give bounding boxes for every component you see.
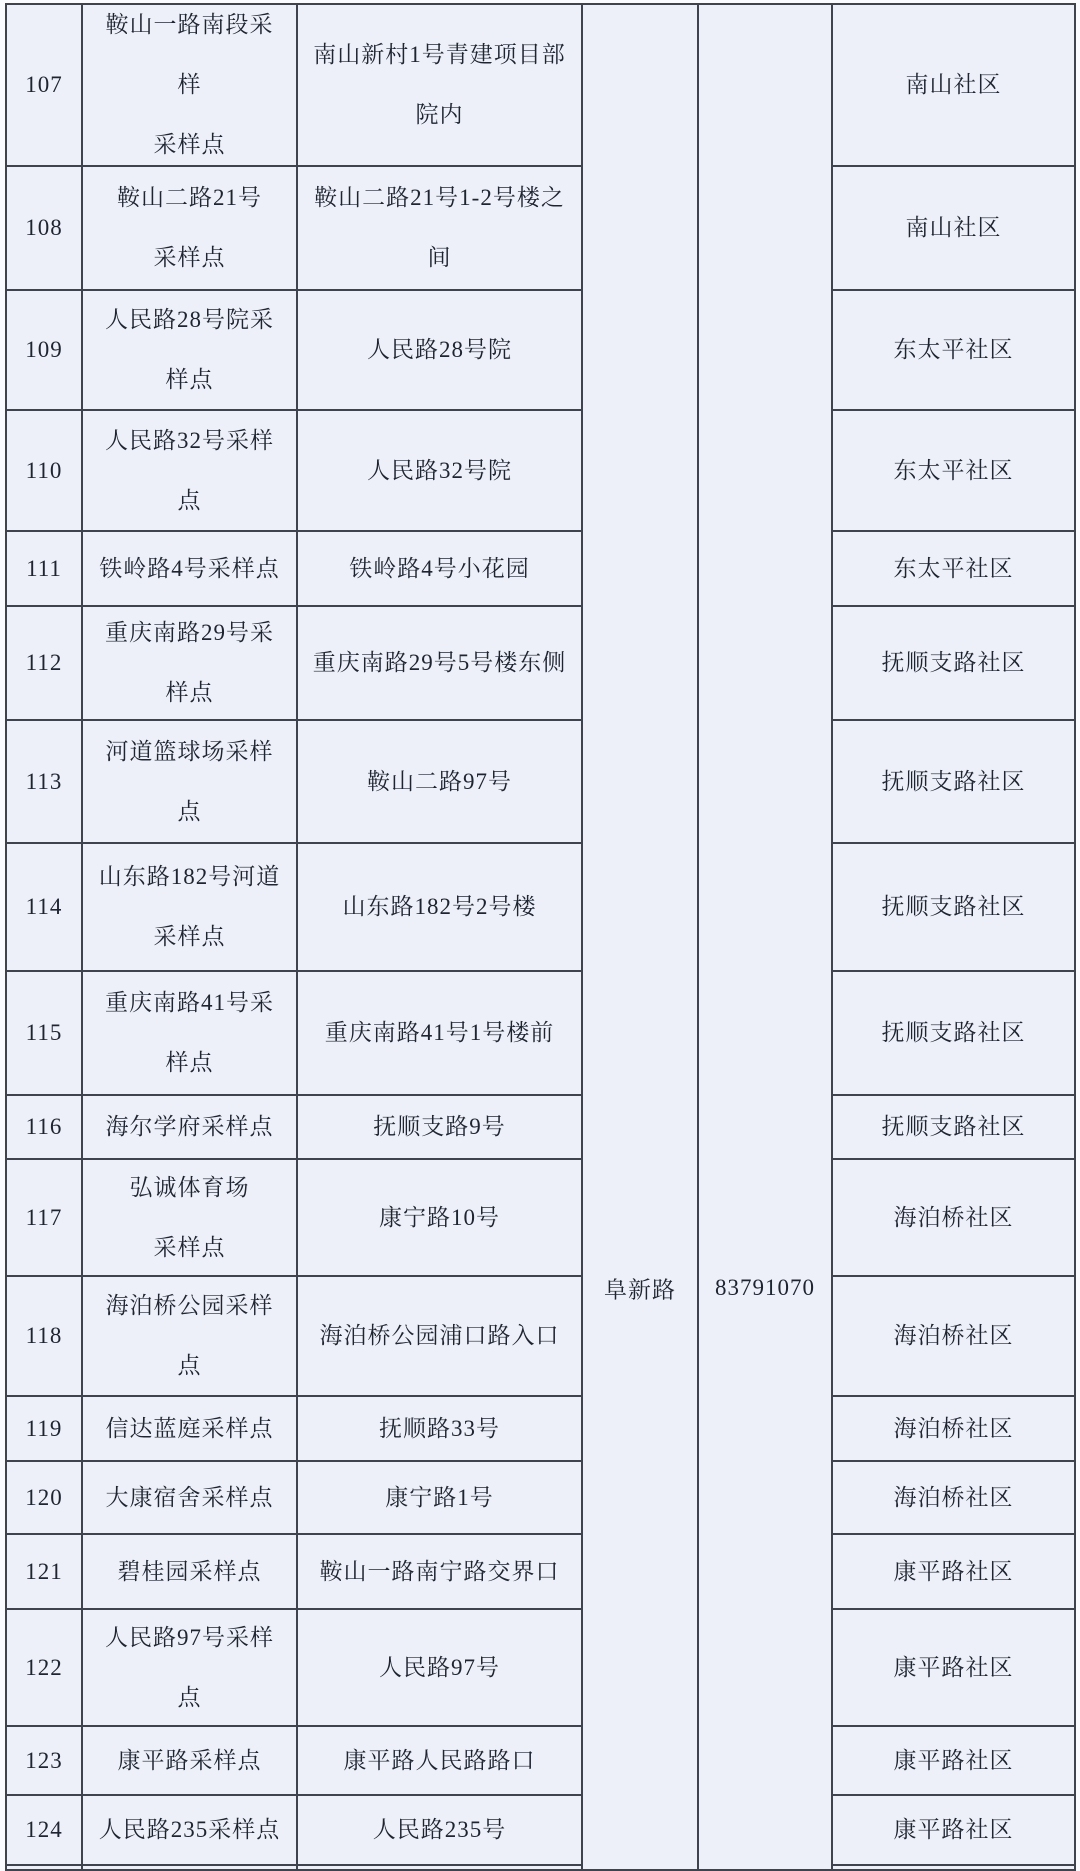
site-address-cell: 抚顺路33号 bbox=[298, 1397, 583, 1462]
site-name-cell: 河道篮球场采样 点 bbox=[83, 721, 298, 844]
partial-next-row-cell bbox=[83, 1866, 298, 1871]
site-name-cell: 山东路182号河道 采样点 bbox=[83, 844, 298, 972]
row-index-cell: 113 bbox=[7, 721, 83, 844]
community-cell: 东太平社区 bbox=[833, 411, 1076, 532]
site-address-cell: 人民路28号院 bbox=[298, 291, 583, 411]
community-cell: 东太平社区 bbox=[833, 291, 1076, 411]
row-index-cell: 121 bbox=[7, 1535, 83, 1610]
community-cell: 康平路社区 bbox=[833, 1796, 1076, 1866]
site-name-cell: 人民路235采样点 bbox=[83, 1796, 298, 1866]
site-name-cell: 大康宿舍采样点 bbox=[83, 1462, 298, 1535]
row-index-cell: 119 bbox=[7, 1397, 83, 1462]
site-address-cell: 鞍山二路97号 bbox=[298, 721, 583, 844]
site-name-cell: 重庆南路29号采 样点 bbox=[83, 607, 298, 721]
street-label: 阜新路 bbox=[604, 1277, 676, 1303]
site-name-cell: 碧桂园采样点 bbox=[83, 1535, 298, 1610]
community-cell: 海泊桥社区 bbox=[833, 1462, 1076, 1535]
partial-next-row-cell bbox=[298, 1866, 583, 1871]
community-cell: 康平路社区 bbox=[833, 1610, 1076, 1727]
site-name-cell: 人民路32号采样 点 bbox=[83, 411, 298, 532]
row-index-cell: 114 bbox=[7, 844, 83, 972]
row-index-cell: 123 bbox=[7, 1727, 83, 1796]
site-name-cell: 鞍山一路南段采 样 采样点 bbox=[83, 5, 298, 167]
site-name-cell: 海泊桥公园采样 点 bbox=[83, 1277, 298, 1397]
site-address-cell: 人民路32号院 bbox=[298, 411, 583, 532]
community-cell: 抚顺支路社区 bbox=[833, 844, 1076, 972]
site-name-cell: 信达蓝庭采样点 bbox=[83, 1397, 298, 1462]
community-cell: 南山社区 bbox=[833, 5, 1076, 167]
community-cell: 康平路社区 bbox=[833, 1535, 1076, 1610]
site-address-cell: 人民路235号 bbox=[298, 1796, 583, 1866]
site-name-cell: 人民路97号采样 点 bbox=[83, 1610, 298, 1727]
partial-next-row-cell bbox=[833, 1866, 1076, 1871]
site-address-cell: 康平路人民路路口 bbox=[298, 1727, 583, 1796]
site-name-cell: 康平路采样点 bbox=[83, 1727, 298, 1796]
row-index-cell: 108 bbox=[7, 167, 83, 291]
site-address-cell: 海泊桥公园浦口路入口 bbox=[298, 1277, 583, 1397]
row-index-cell: 120 bbox=[7, 1462, 83, 1535]
site-name-cell: 弘诚体育场 采样点 bbox=[83, 1160, 298, 1277]
row-index-cell: 111 bbox=[7, 532, 83, 607]
community-cell: 南山社区 bbox=[833, 167, 1076, 291]
site-name-cell: 海尔学府采样点 bbox=[83, 1096, 298, 1160]
site-address-cell: 康宁路1号 bbox=[298, 1462, 583, 1535]
community-cell: 抚顺支路社区 bbox=[833, 1096, 1076, 1160]
phone-label: 83791070 bbox=[715, 1275, 815, 1300]
community-cell: 康平路社区 bbox=[833, 1727, 1076, 1796]
community-cell: 抚顺支路社区 bbox=[833, 721, 1076, 844]
community-cell: 海泊桥社区 bbox=[833, 1277, 1076, 1397]
site-address-cell: 人民路97号 bbox=[298, 1610, 583, 1727]
row-index-cell: 117 bbox=[7, 1160, 83, 1277]
row-index-cell: 112 bbox=[7, 607, 83, 721]
row-index-cell: 116 bbox=[7, 1096, 83, 1160]
row-index-cell: 107 bbox=[7, 5, 83, 167]
row-index-cell: 109 bbox=[7, 291, 83, 411]
site-name-cell: 铁岭路4号采样点 bbox=[83, 532, 298, 607]
community-cell: 海泊桥社区 bbox=[833, 1397, 1076, 1462]
row-index-cell: 115 bbox=[7, 972, 83, 1096]
partial-next-row-cell bbox=[7, 1866, 83, 1871]
row-index-cell: 124 bbox=[7, 1796, 83, 1866]
community-cell: 东太平社区 bbox=[833, 532, 1076, 607]
site-name-cell: 鞍山二路21号 采样点 bbox=[83, 167, 298, 291]
community-cell: 抚顺支路社区 bbox=[833, 607, 1076, 721]
site-address-cell: 重庆南路29号5号楼东侧 bbox=[298, 607, 583, 721]
site-address-cell: 重庆南路41号1号楼前 bbox=[298, 972, 583, 1096]
site-address-cell: 南山新村1号青建项目部 院内 bbox=[298, 5, 583, 167]
site-address-cell: 鞍山二路21号1-2号楼之 间 bbox=[298, 167, 583, 291]
sampling-points-table bbox=[5, 3, 1076, 1871]
site-address-cell: 康宁路10号 bbox=[298, 1160, 583, 1277]
phone-cell bbox=[699, 5, 833, 1871]
site-address-cell: 山东路182号2号楼 bbox=[298, 844, 583, 972]
row-index-cell: 118 bbox=[7, 1277, 83, 1397]
site-name-cell: 人民路28号院采 样点 bbox=[83, 291, 298, 411]
community-cell: 抚顺支路社区 bbox=[833, 972, 1076, 1096]
site-address-cell: 鞍山一路南宁路交界口 bbox=[298, 1535, 583, 1610]
row-index-cell: 122 bbox=[7, 1610, 83, 1727]
community-cell: 海泊桥社区 bbox=[833, 1160, 1076, 1277]
site-address-cell: 抚顺支路9号 bbox=[298, 1096, 583, 1160]
site-address-cell: 铁岭路4号小花园 bbox=[298, 532, 583, 607]
row-index-cell: 110 bbox=[7, 411, 83, 532]
street-cell bbox=[583, 5, 699, 1871]
site-name-cell: 重庆南路41号采 样点 bbox=[83, 972, 298, 1096]
